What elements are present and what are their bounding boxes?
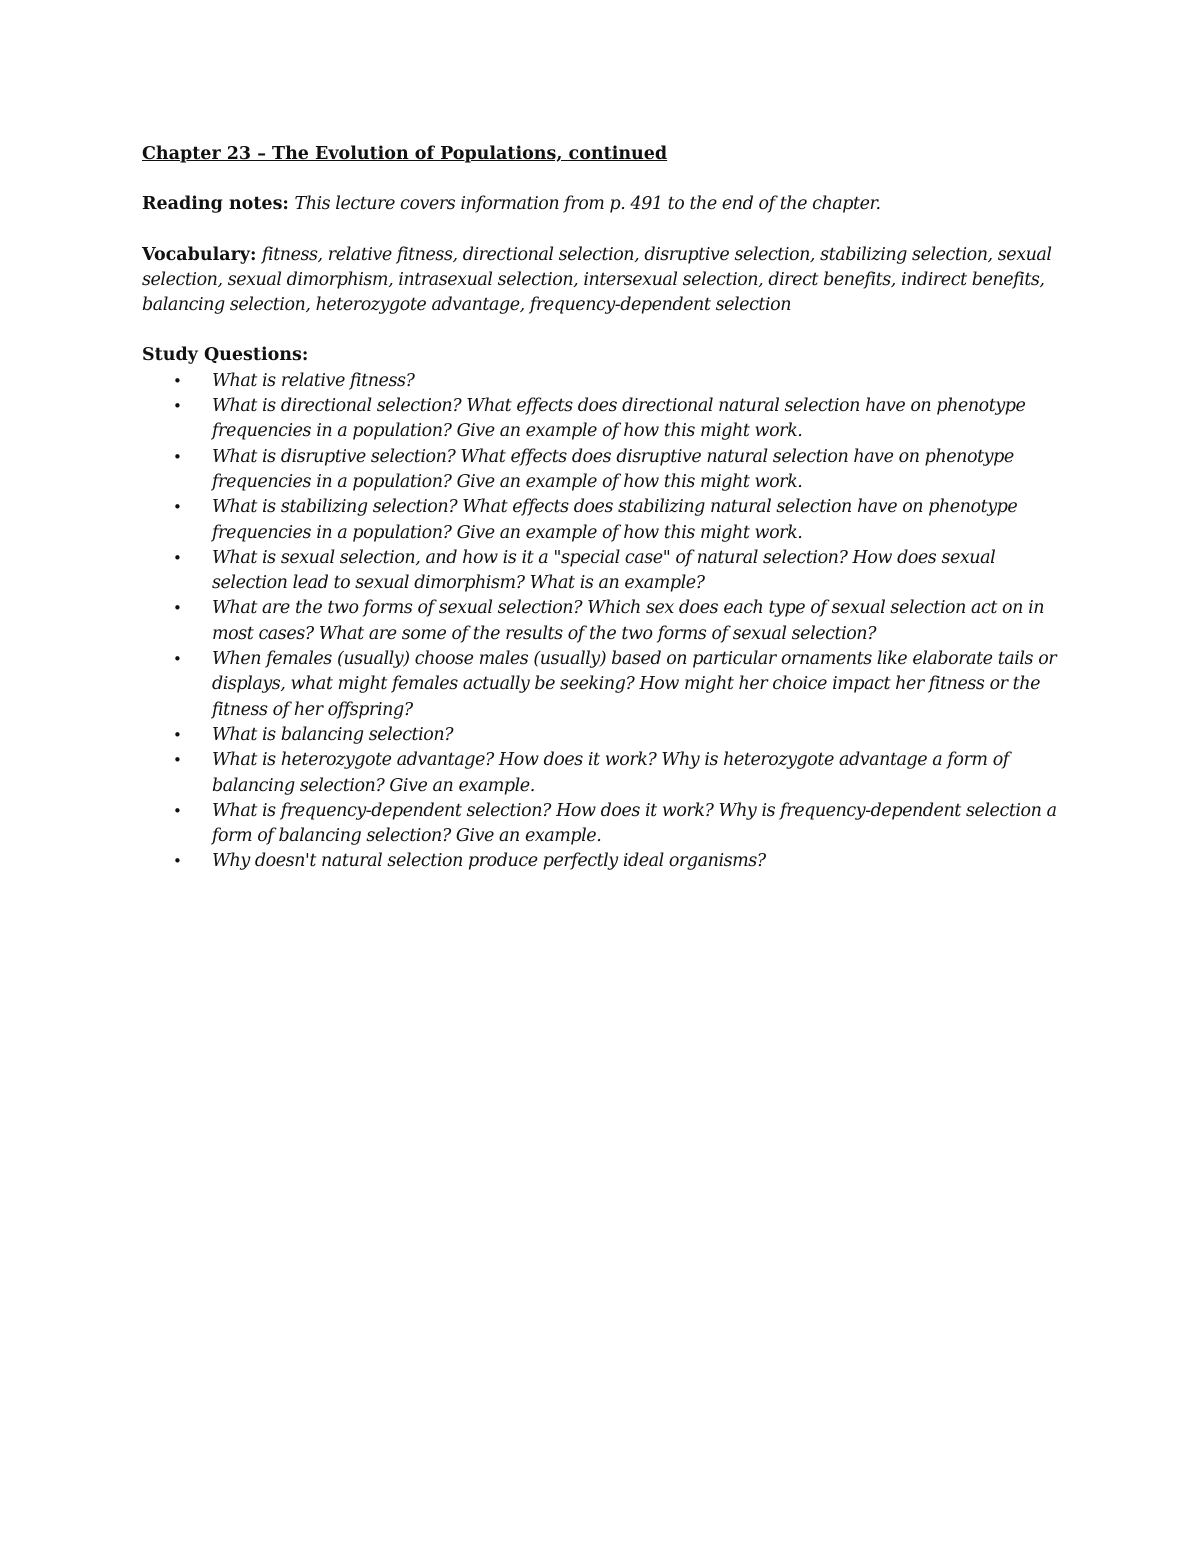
bullet-icon: • — [173, 599, 182, 618]
list-item — [142, 596, 1072, 647]
question-text: When females (usually) choose males (usually) based on particular ornaments like elaborate tails or displays, what might females actually be seeking? How might her choice impact her fitness or the fitness of her offspring? — [212, 649, 1057, 720]
bullet-icon: • — [173, 650, 182, 669]
list-item — [142, 546, 1072, 597]
reading-notes-paragraph — [142, 192, 1072, 217]
bullet-icon: • — [173, 725, 182, 744]
study-questions-list — [142, 369, 1072, 875]
question-text: What is stabilizing selection? What effects does stabilizing natural selection have on phenotype frequencies in a population? Give an example of how this might work. — [212, 497, 1018, 543]
list-item — [142, 394, 1072, 445]
vocabulary-paragraph — [142, 243, 1072, 319]
vocabulary-label: Vocabulary: — [142, 244, 257, 265]
question-text: What is frequency-dependent selection? How does it work? Why is frequency-dependent selection a form of balancing selection? Give an example. — [212, 800, 1057, 847]
bullet-icon: • — [173, 751, 182, 770]
bullet-icon: • — [173, 548, 182, 567]
question-text: What are the two forms of sexual selection? Which sex does each type of sexual selection act on in most cases? What are some of the results of the two forms of sexual selection? — [212, 598, 1045, 644]
list-item — [142, 647, 1072, 723]
question-text: Why doesn't natural selection produce perfectly ideal organisms? — [212, 851, 766, 872]
question-text: What is directional selection? What effects does directional natural selection have on phenotype frequencies in a population? Give an example of how this might work. — [212, 396, 1026, 442]
bullet-icon: • — [173, 397, 182, 416]
study-questions-heading: Study Questions: — [142, 345, 309, 366]
question-text: What is balancing selection? — [212, 724, 454, 745]
vocabulary-text: fitness, relative fitness, directional selection, disruptive selection, stabilizing selection, sexual selection, sexual dimorphism, intrasexual selection, intersexual selection, direct benefits, indirect benefits, balancing selection, heterozygote advantage, frequency-dependent selection — [142, 244, 1052, 316]
bullet-icon: • — [173, 447, 182, 466]
list-item — [142, 799, 1072, 850]
bullet-icon: • — [173, 498, 182, 517]
reading-notes-label: Reading notes: — [142, 194, 289, 215]
bullet-icon: • — [173, 371, 182, 390]
list-item — [142, 849, 1072, 874]
page-title: Chapter 23 – The Evolution of Populations, continued — [142, 144, 668, 164]
bullet-icon: • — [173, 852, 182, 871]
list-item — [142, 445, 1072, 496]
question-text: What is sexual selection, and how is it a "special case" of natural selection? How does sexual selection lead to sexual dimorphism? What is an example? — [212, 547, 996, 594]
list-item — [142, 723, 1072, 748]
question-text: What is heterozygote advantage? How does it work? Why is heterozygote advantage a form of balancing selection? Give an example. — [212, 750, 1009, 796]
reading-notes-text: This lecture covers information from p. 491 to the end of the chapter. — [294, 194, 881, 215]
question-text: What is disruptive selection? What effects does disruptive natural selection have on phenotype frequencies in a population? Give an example of how this might work. — [212, 446, 1014, 492]
question-text: What is relative fitness? — [212, 370, 415, 391]
document-body — [142, 142, 1072, 875]
list-item — [142, 369, 1072, 394]
list-item — [142, 748, 1072, 799]
bullet-icon: • — [173, 801, 182, 820]
list-item — [142, 495, 1072, 546]
